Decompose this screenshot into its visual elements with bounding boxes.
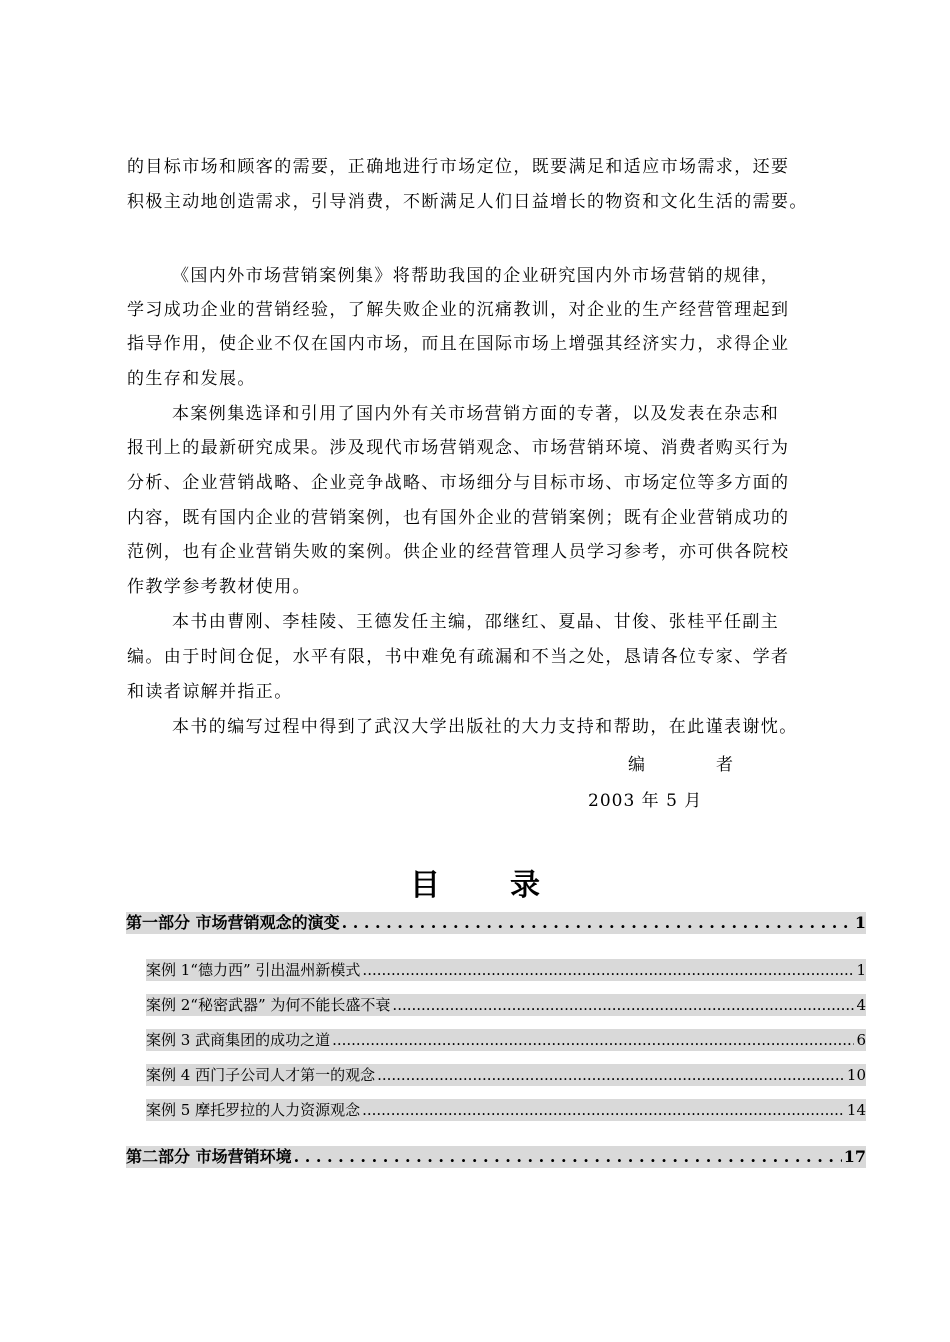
toc-page-number: 17 (843, 1147, 866, 1166)
toc-leader-dots (362, 1099, 845, 1121)
toc-leader-dots (377, 1064, 845, 1086)
toc-page-number: 6 (856, 1031, 866, 1049)
toc-case-1[interactable] (146, 959, 866, 981)
body-text-line: 分析、企业营销战略、企业竞争战略、市场细分与目标市场、市场定位等多方面的 (127, 473, 790, 493)
toc-case-label: 案例 3 武商集团的成功之道 (146, 1031, 331, 1049)
body-text-line: 《国内外市场营销案例集》将帮助我国的企业研究国内外市场营销的规律， (172, 266, 780, 286)
toc-part-label: 第二部分 市场营销环境 (126, 1147, 292, 1166)
body-text-line: 作教学参考教材使用。 (127, 577, 311, 597)
toc-page-number: 1 (856, 961, 866, 979)
toc-page-number: 14 (846, 1101, 866, 1119)
toc-part-1[interactable] (126, 912, 866, 934)
toc-leader-dots (392, 994, 854, 1016)
toc-case-5[interactable] (146, 1099, 866, 1121)
body-text-line: 本书的编写过程中得到了武汉大学出版社的大力支持和帮助，在此谨表谢忱。 (172, 717, 798, 737)
toc-case-4[interactable] (146, 1064, 866, 1086)
body-text-line: 内容，既有国内企业的营销案例，也有国外企业的营销案例；既有企业营销成功的 (127, 508, 790, 528)
body-text-line: 本案例集选译和引用了国内外有关市场营销方面的专著，以及发表在杂志和 (172, 404, 780, 424)
body-text-line: 的目标市场和顾客的需要，正确地进行市场定位，既要满足和适应市场需求，还要 (127, 157, 790, 177)
signature-date: 2003 年 5 月 (588, 791, 703, 811)
toc-page-number: 10 (846, 1066, 866, 1084)
toc-part-label: 第一部分 市场营销观念的演变 (126, 913, 340, 932)
body-text-line: 编。由于时间仓促，水平有限，书中难免有疏漏和不当之处，恳请各位专家、学者 (127, 647, 790, 667)
signature-char-2: 者 (716, 755, 734, 775)
body-text-line: 范例，也有企业营销失败的案例。供企业的经营管理人员学习参考，亦可供各院校 (127, 542, 790, 562)
body-text-line: 积极主动地创造需求，引导消费，不断满足人们日益增长的物资和文化生活的需要。 (127, 192, 808, 212)
toc-case-label: 案例 2“秘密武器” 为何不能长盛不衰 (146, 996, 391, 1014)
toc-page-number: 4 (856, 996, 866, 1014)
toc-case-label: 案例 1“德力西” 引出温州新模式 (146, 961, 361, 979)
toc-case-label: 案例 5 摩托罗拉的人力资源观念 (146, 1101, 361, 1119)
body-text-line: 本书由曹刚、李桂陵、王德发任主编，邵继红、夏晶、甘俊、张桂平任副主 (172, 612, 780, 632)
toc-title: 目录 (410, 868, 610, 903)
toc-case-3[interactable] (146, 1029, 866, 1051)
toc-page-number: 1 (854, 913, 866, 932)
body-text-line: 指导作用，使企业不仅在国内市场，而且在国际市场上增强其经济实力，求得企业 (127, 334, 790, 354)
toc-part-2[interactable] (126, 1146, 866, 1168)
toc-leader-dots (362, 959, 854, 981)
toc-case-2[interactable] (146, 994, 866, 1016)
body-text-line: 和读者谅解并指正。 (127, 682, 293, 702)
body-text-line: 学习成功企业的营销经验，了解失败企业的沉痛教训，对企业的生产经营管理起到 (127, 300, 790, 320)
body-text-line: 的生存和发展。 (127, 369, 256, 389)
toc-leader-dots (294, 1146, 842, 1168)
toc-case-label: 案例 4 西门子公司人才第一的观念 (146, 1066, 376, 1084)
toc-leader-dots (342, 912, 853, 934)
toc-leader-dots (332, 1029, 854, 1051)
signature-char-1: 编 (628, 755, 646, 775)
body-text-line: 报刊上的最新研究成果。涉及现代市场营销观念、市场营销环境、消费者购买行为 (127, 438, 790, 458)
